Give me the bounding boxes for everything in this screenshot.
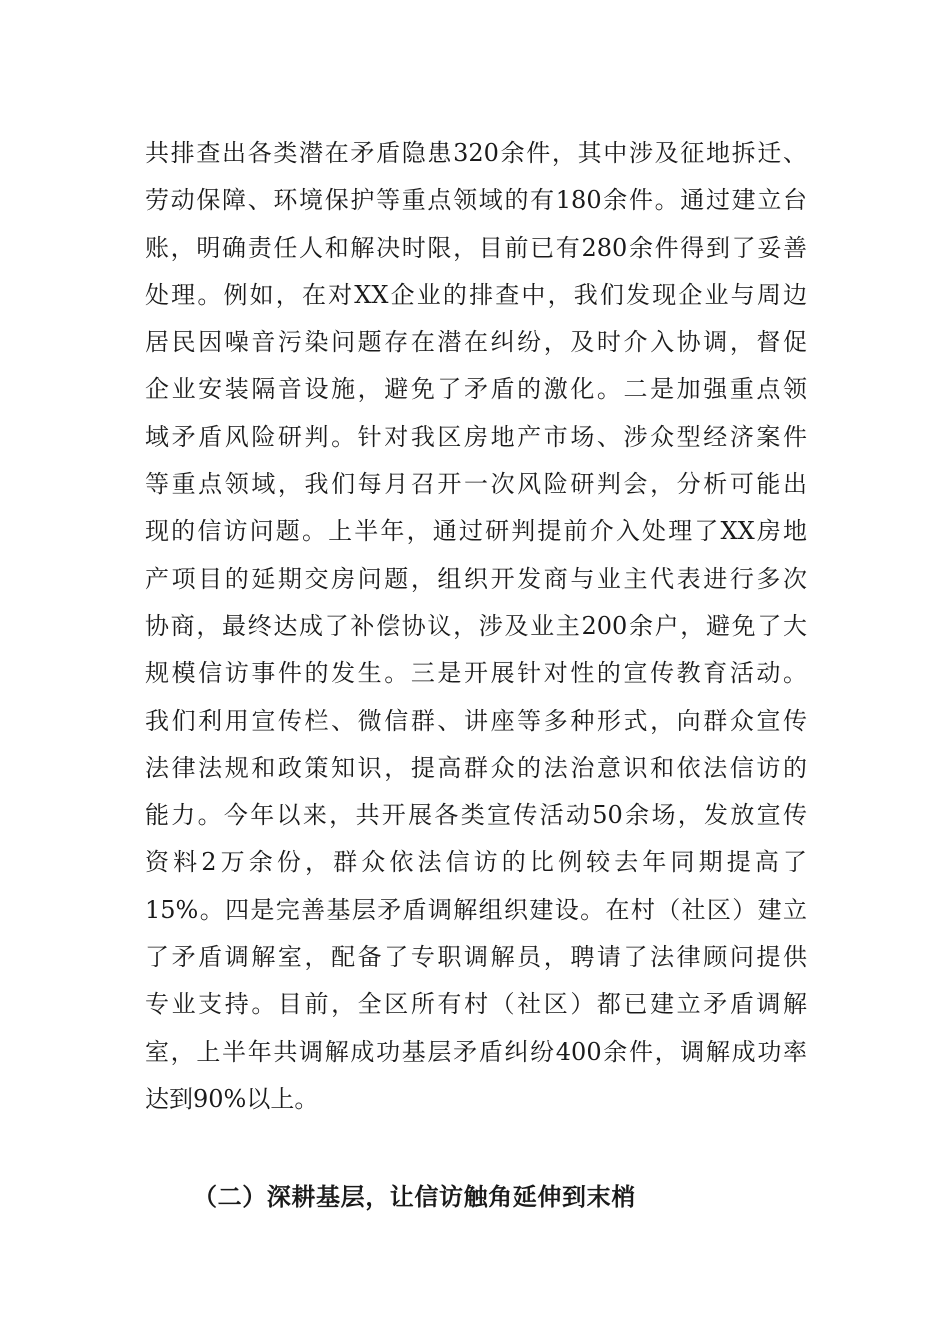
- paragraph-line: 我们利用宣传栏、微信群、讲座等多种形式，向群众宣传: [145, 706, 807, 735]
- paragraph-line: 劳动保障、环境保护等重点领域的有180余件。通过建立台: [145, 186, 807, 215]
- paragraph-line: 室，上半年共调解成功基层矛盾纠纷400余件，调解成功率: [145, 1037, 807, 1066]
- paragraph-line: 规模信访事件的发生。三是开展针对性的宣传教育活动。: [145, 659, 807, 688]
- paragraph-line: 等重点领域，我们每月召开一次风险研判会，分析可能出: [145, 470, 807, 499]
- paragraph-line: 资料2万余份，群众依法信访的比例较去年同期提高了: [145, 848, 807, 877]
- paragraph-line: 专业支持。目前，全区所有村（社区）都已建立矛盾调解: [145, 990, 807, 1019]
- paragraph-line: 现的信访问题。上半年，通过研判提前介入处理了XX房地: [145, 517, 807, 546]
- paragraph-line: 企业安装隔音设施，避免了矛盾的激化。二是加强重点领: [145, 375, 807, 404]
- paragraph-line: 共排查出各类潜在矛盾隐患320余件，其中涉及征地拆迁、: [145, 139, 807, 167]
- section-heading: （二）深耕基层，让信访触角延伸到末梢: [193, 1182, 636, 1211]
- paragraph-line: 达到90%以上。: [145, 1084, 319, 1113]
- paragraph-line: 处理。例如，在对XX企业的排查中，我们发现企业与周边: [145, 280, 807, 309]
- paragraph-line: 法律法规和政策知识，提高群众的法治意识和依法信访的: [145, 753, 807, 782]
- paragraph-line: 产项目的延期交房问题，组织开发商与业主代表进行多次: [145, 564, 807, 593]
- paragraph-line: 了矛盾调解室，配备了专职调解员，聘请了法律顾问提供: [145, 943, 807, 972]
- paragraph-line: 15%。四是完善基层矛盾调解组织建设。在村（社区）建立: [145, 895, 807, 924]
- paragraph-line: 能力。今年以来，共开展各类宣传活动50余场，发放宣传: [145, 801, 807, 830]
- body-paragraph: [145, 130, 807, 1123]
- paragraph-line: 协商，最终达成了补偿协议，涉及业主200余户，避免了大: [145, 611, 807, 640]
- paragraph-line: 居民因噪音污染问题存在潜在纠纷，及时介入协调，督促: [145, 328, 807, 357]
- paragraph-line: 账，明确责任人和解决时限，目前已有280余件得到了妥善: [145, 233, 807, 262]
- paragraph-line: 域矛盾风险研判。针对我区房地产市场、涉众型经济案件: [145, 422, 807, 451]
